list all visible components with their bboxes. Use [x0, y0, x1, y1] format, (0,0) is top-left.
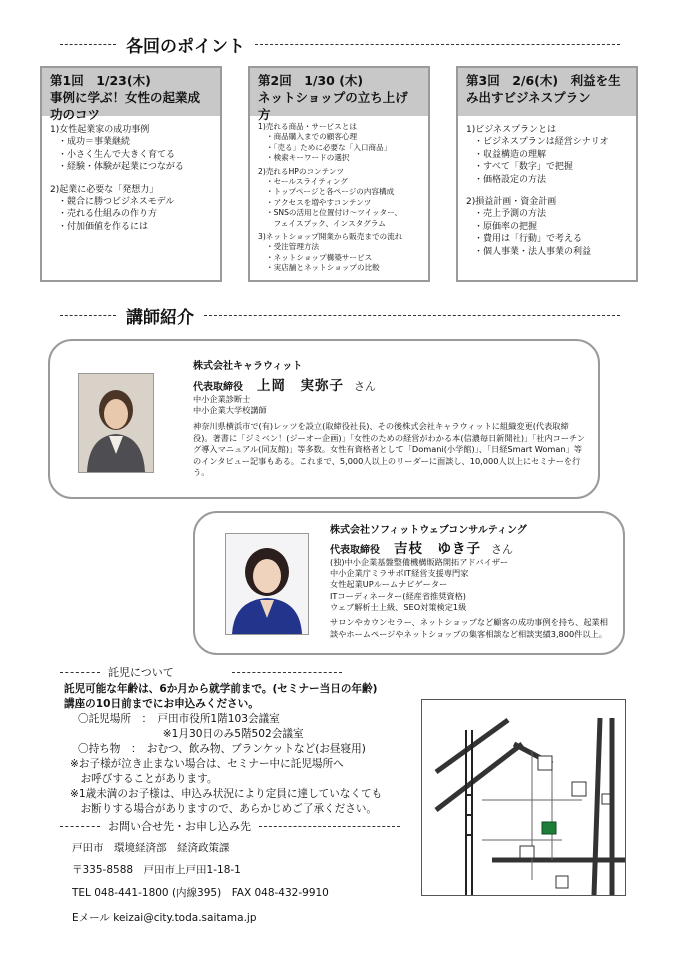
- instructor-1-quals: [193, 394, 267, 416]
- session-topic-item: ・商品購入までの顧客心理: [266, 132, 358, 142]
- instructor-2-suffix: さん: [491, 543, 513, 556]
- session-topic-item: ・価格設定の方法: [474, 174, 547, 185]
- session-2-title: [250, 68, 428, 122]
- session-title-line: 事例に学ぶ！女性の起業成功のコツ: [50, 90, 201, 122]
- dash-rule: [232, 672, 342, 673]
- session-topic-item: ・経験・体験が起業につながる: [58, 162, 184, 173]
- dash-rule: [60, 672, 100, 673]
- childcare-heading-row: [60, 664, 620, 680]
- instructor-1-role: 代表取締役: [193, 382, 243, 393]
- instructor-2-name: 吉枝 ゆき子: [394, 541, 481, 557]
- childcare-line-note2: ※1歳未満のお子様は、申込み状況により定員に達していなくても: [70, 788, 383, 800]
- instructor-2-bio: サロンやカウンセラー、ネットショップなど顧客の成功事例を持ち、起業相談やホームページやネットショップの集客相談など相談実績3,800件以上。: [330, 617, 608, 639]
- session-topic-item: ・原価率の把握: [474, 221, 538, 232]
- childcare-line-age: 託児可能な年齢は、6か月から就学前まで。(セミナー当日の年齢): [64, 683, 378, 695]
- instructors-heading: 講師紹介: [126, 307, 194, 328]
- instructor-1-suffix: さん: [354, 380, 376, 393]
- session-topic-item: ・収益構造の理解: [474, 149, 547, 160]
- instructor-card-1: [48, 339, 600, 499]
- portrait-woman-icon: [226, 534, 308, 634]
- session-topic-item: ・検索キーワードの選択: [266, 153, 350, 163]
- session-topic-item: ・費用は「行動」で考える: [474, 234, 583, 245]
- map-graphic: [422, 700, 625, 895]
- session-topic-item: ・SNSの活用と位置付け～ツイッター、: [266, 208, 402, 218]
- session-topic-item: ・小さく生んで大きく育てる: [58, 149, 176, 160]
- session-topic-group: [258, 232, 420, 274]
- session-topic-item: ・売れる仕組みの作り方: [58, 209, 158, 220]
- contact-address: 〒335-8588 戸田市上戸田1-18-1: [72, 864, 241, 876]
- access-map: [421, 699, 626, 896]
- session-topic-item: ・競合に勝つビジネスモデル: [58, 197, 175, 208]
- points-heading-row: [60, 32, 620, 56]
- qual-line: 中小企業大学校講師: [193, 405, 267, 416]
- qual-line: 中小企業庁ミラサポIT経営支援専門家: [330, 568, 469, 579]
- childcare-line-note2b: お断りする場合がありますので、あらかじめご了承ください。: [70, 803, 378, 815]
- dash-rule: [60, 826, 100, 827]
- dash-rule: [255, 44, 620, 45]
- contact-org: 戸田市 環境経済部 経済政策課: [72, 842, 230, 854]
- session-3-box: [456, 66, 638, 282]
- instructor-1-name: 上岡 実弥子: [257, 378, 344, 394]
- instructor-2-company: 株式会社ソフィットウェブコンサルティング: [330, 525, 527, 536]
- qual-line: (独)中小企業基盤整備機構販路開拓アドバイザー: [330, 557, 509, 567]
- instructor-2-quals: [330, 557, 508, 613]
- session-topic-item: ・付加価値を作るには: [58, 221, 149, 232]
- childcare-line-note1: ※お子様が泣き止まない場合は、セミナー中に託児場所へ: [70, 758, 344, 770]
- session-topic-heading: 1)女性起業家の成功事例: [50, 125, 150, 135]
- session-topic-group: [466, 196, 628, 258]
- contact-email[interactable]: Eメール keizai@city.toda.saitama.jp: [72, 912, 257, 924]
- instructor-card-2: [193, 511, 625, 655]
- contact-heading: お問い合せ先・お申し込み先: [108, 820, 251, 833]
- session-topic-item: ・成功＝事業継続: [58, 137, 131, 148]
- session-1-box: [40, 66, 222, 282]
- childcare-text: [64, 682, 382, 817]
- contact-heading-row: [60, 818, 400, 834]
- session-2-box: [248, 66, 430, 282]
- session-1-title: [42, 68, 220, 122]
- childcare-line-deadline: 講座の10日前までにお申込みください。: [64, 698, 259, 710]
- qual-line: 女性起業UPルームナビゲーター: [330, 579, 448, 590]
- session-topic-heading: 1)ビジネスプランとは: [466, 125, 556, 135]
- session-topic-group: [50, 124, 212, 174]
- childcare-heading: 託児について: [108, 666, 174, 679]
- session-3-title: [458, 68, 636, 116]
- session-topic-group: [258, 167, 420, 229]
- instructor-1-bio: 神奈川県横浜市で(有)レッツを設立(取締役社長)、その後株式会社キャラウィットに組織変更(代表取締役)。著書に「ジミベン！(ジーオー企画)」「女性のための経営がわかる本(信濃毎日新聞社)」「社内コーチング導入マニュアル(同友館)」等多数。女性有資格者として「Domani(小学館)」、「日経Smart Woman」等のインタビュー記事もある。これまで、5,000人以上のリーダーに面談し、10,000人以上にセミナーを行う。: [193, 421, 586, 477]
- session-topic-group: [466, 124, 628, 186]
- instructor-1-role-line: [193, 374, 376, 394]
- session-topic-item: ・売上予測の方法: [474, 209, 547, 220]
- childcare-line-place: 〇託児場所 ： 戸田市役所1階103会議室: [78, 713, 280, 725]
- session-topic-item: ・セールスライティング: [266, 177, 348, 187]
- session-topic-heading: 2)起業に必要な「発想力」: [50, 184, 159, 195]
- session-title-line: 第1回 1/23(木): [50, 73, 151, 88]
- session-topic-item: ・ビジネスプランは経営シナリオ: [474, 137, 609, 148]
- session-topic-item: ・アクセスを増やすコンテンツ: [266, 197, 372, 207]
- session-topic-heading: 2)損益計画・資金計画: [466, 197, 557, 208]
- session-2-body: [250, 116, 428, 285]
- instructor-1-company: 株式会社キャラウィット: [193, 361, 303, 372]
- qual-line: 中小企業診断士: [193, 394, 251, 404]
- session-topic-item: ・ネットショップ構築サービス: [266, 252, 373, 262]
- childcare-line-items: 〇持ち物 ： おむつ、飲み物、ブランケットなど(お昼寝用): [78, 743, 366, 755]
- session-topic-group: [258, 122, 420, 164]
- instructor-1-photo: [78, 373, 154, 473]
- session-topic-heading: 2)売れるHPのコンテンツ: [258, 166, 345, 176]
- contact-phone: TEL 048-441-1800 (内線395) FAX 048-432-9910: [72, 887, 329, 899]
- childcare-line-place-note: ※1月30日のみ5階502会議室: [78, 728, 304, 740]
- session-topic-group: [50, 184, 212, 234]
- session-title-line: ネットショップの立ち上げ方: [258, 90, 408, 122]
- session-topic-heading: 3)ネットショップ開業から販売までの流れ: [258, 232, 403, 242]
- portrait-woman-icon: [79, 374, 153, 472]
- dash-rule: [204, 315, 620, 316]
- session-title-line: 第2回 1/30 (木): [258, 73, 364, 88]
- points-heading: 各回のポイント: [126, 36, 245, 57]
- dash-rule: [60, 315, 116, 316]
- session-topic-item: ・すべて「数字」で把握: [474, 162, 573, 173]
- session-title-line: 第3回 2/6(木) 利益を生み出すビジネスプラン: [466, 73, 621, 105]
- session-1-body: [42, 116, 220, 251]
- session-topic-heading: 1)売れる商品・サービスとは: [258, 122, 357, 131]
- session-topic-item: ・受注管理方法: [266, 242, 320, 252]
- qual-line: ウェブ解析士上級、SEO対策検定1級: [330, 601, 467, 612]
- session-3-body: [458, 116, 636, 276]
- session-topic-item: ・「売る」ために必要な「入口商品」: [266, 142, 392, 152]
- qual-line: ITコーディネーター(経産省推奨資格): [330, 590, 466, 601]
- dash-rule: [60, 44, 116, 45]
- instructor-2-role: 代表取締役: [330, 545, 380, 556]
- session-topic-item: ・実店舗とネットショップの比較: [266, 263, 380, 273]
- dash-rule: [259, 826, 400, 827]
- instructor-2-role-line: [330, 537, 513, 557]
- childcare-line-note1b: お呼びすることがあります。: [70, 773, 218, 785]
- session-topic-item: ・トップページと各ページの内容構成: [266, 187, 395, 197]
- session-topic-item: フェイスブック、インスタグラム: [266, 218, 386, 228]
- instructor-2-photo: [225, 533, 309, 635]
- session-topic-item: ・個人事業・法人事業の利益: [474, 246, 592, 257]
- instructors-heading-row: [60, 303, 620, 327]
